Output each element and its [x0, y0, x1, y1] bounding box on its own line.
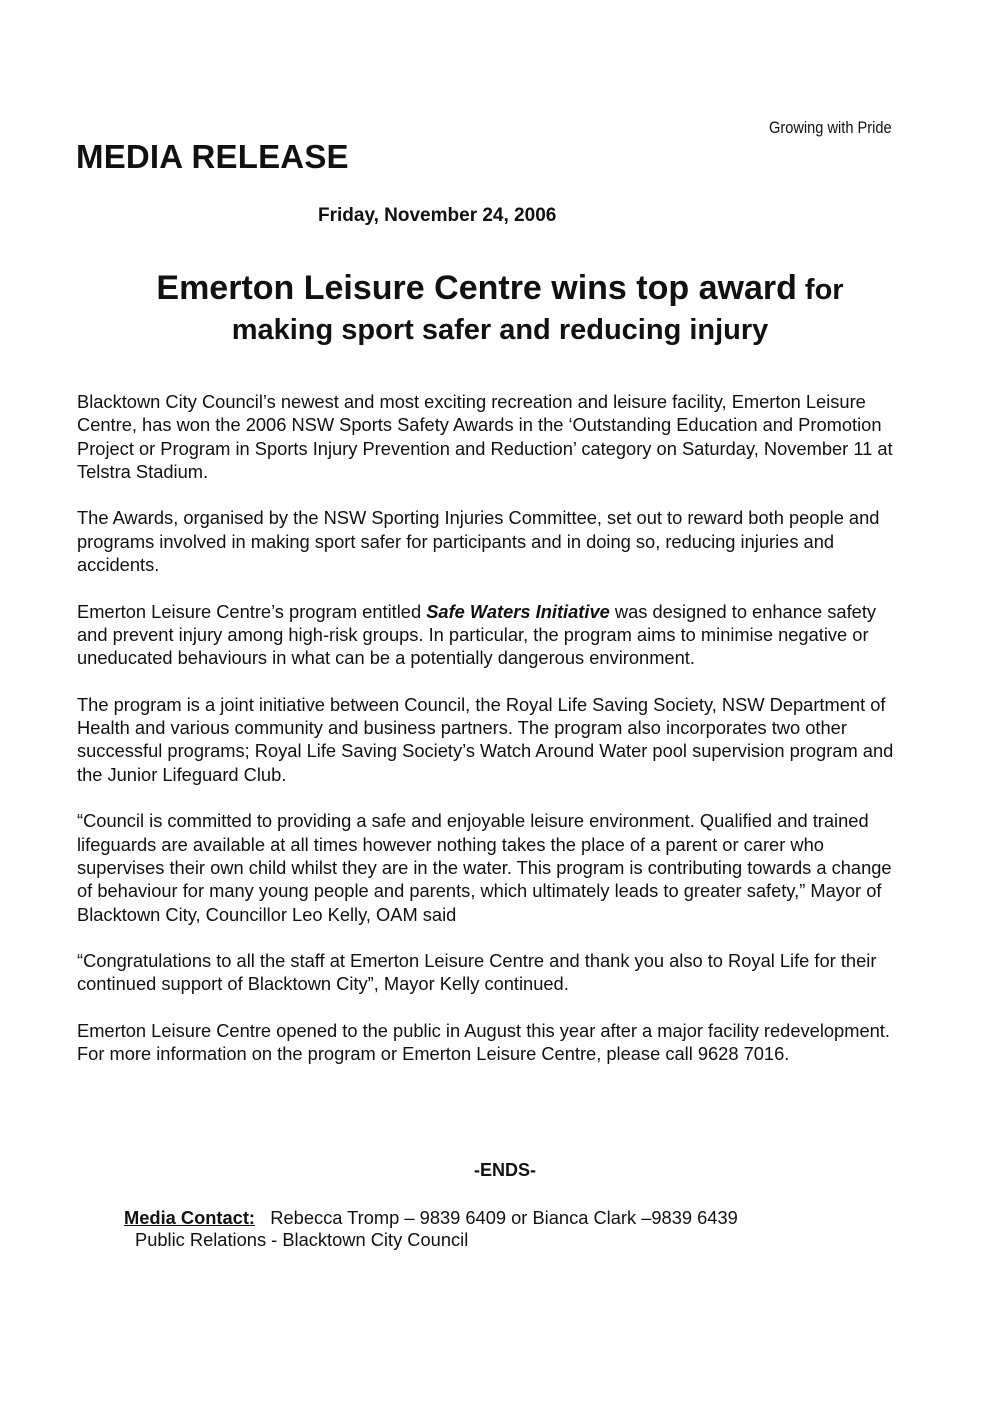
paragraph-program-before: Emerton Leisure Centre’s program entitled [77, 600, 427, 622]
media-contact-label: Media Contact: [124, 1207, 256, 1228]
media-contact [124, 1207, 738, 1251]
headline-line-2: making sport safer and reducing injury [231, 314, 769, 346]
headline-line-1-tail: for [796, 274, 844, 306]
media-contact-department: Public Relations - Blacktown City Council [135, 1229, 469, 1250]
paragraph-joint-initiative: The program is a joint initiative between Council, the Royal Life Saving Society, NSW Department of Health and various community and business partners. The program also incorporates two other successful programs; Royal Life Saving Society’s Watch Around Water pool supervision program and the Junior Lifeguard Club. [77, 693, 894, 785]
paragraph-congratulations-quote: “Congratulations to all the staff at Emerton Leisure Centre and thank you also to Royal Life for their continued support of Blacktown City”, Mayor Kelly continued. [77, 950, 877, 995]
release-date: Friday, November 24, 2006 [318, 205, 557, 226]
paragraph-mayor-quote: “Council is committed to providing a safe and enjoyable leisure environment. Qualified and trained lifeguards are available at all times however nothing takes the place of a parent or carer who supervises their own child whilst they are in the water. This program is contributing towards a change of behaviour for many young people and parents, which ultimately leads to greater safety,” Mayor of Blacktown City, Councillor Leo Kelly, OAM said [77, 810, 892, 925]
headline-line-1-main: Emerton Leisure Centre wins top award [156, 269, 797, 307]
media-contact-details: Rebecca Tromp – 9839 6409 or Bianca Clark –9839 6439 [270, 1207, 738, 1228]
paragraph-program-description [77, 600, 907, 670]
paragraph-awards-description: The Awards, organised by the NSW Sporting Injuries Committee, set out to reward both people and programs involved in making sport safer for participants and in doing so, reducing injuries and accidents. [77, 507, 880, 576]
headline [0, 268, 1000, 350]
program-name-emphasis: Safe Waters Initiative [426, 600, 610, 622]
paragraph-program-after: was designed to enhance safety and prevent injury among high-risk groups. In particular, the program aims to minimise negative or uneducated behaviours in what can be a potentially dangerous environment. [77, 600, 877, 669]
body-text [77, 390, 907, 1089]
document-type-title: MEDIA RELEASE [76, 138, 349, 175]
media-contact-line-1 [124, 1207, 738, 1229]
tagline: Growing with Pride [769, 118, 892, 137]
paragraph-centre-info: Emerton Leisure Centre opened to the public in August this year after a major facility redevelopment. For more information on the program or Emerton Leisure Centre, please call 9628 7016. [77, 1020, 890, 1065]
ends-marker: -ENDS- [474, 1160, 536, 1180]
headline-line-1 [0, 268, 1000, 310]
paragraph-award-announcement: Blacktown City Council’s newest and most exciting recreation and leisure facility, Emerton Leisure Centre, has won the 2006 NSW Sports Safety Awards in the ‘Outstanding Education and Promotion Project or Program in Sports Injury Prevention and Reduction’ category on Saturday, November 11 at Telstra Stadium. [77, 391, 893, 482]
